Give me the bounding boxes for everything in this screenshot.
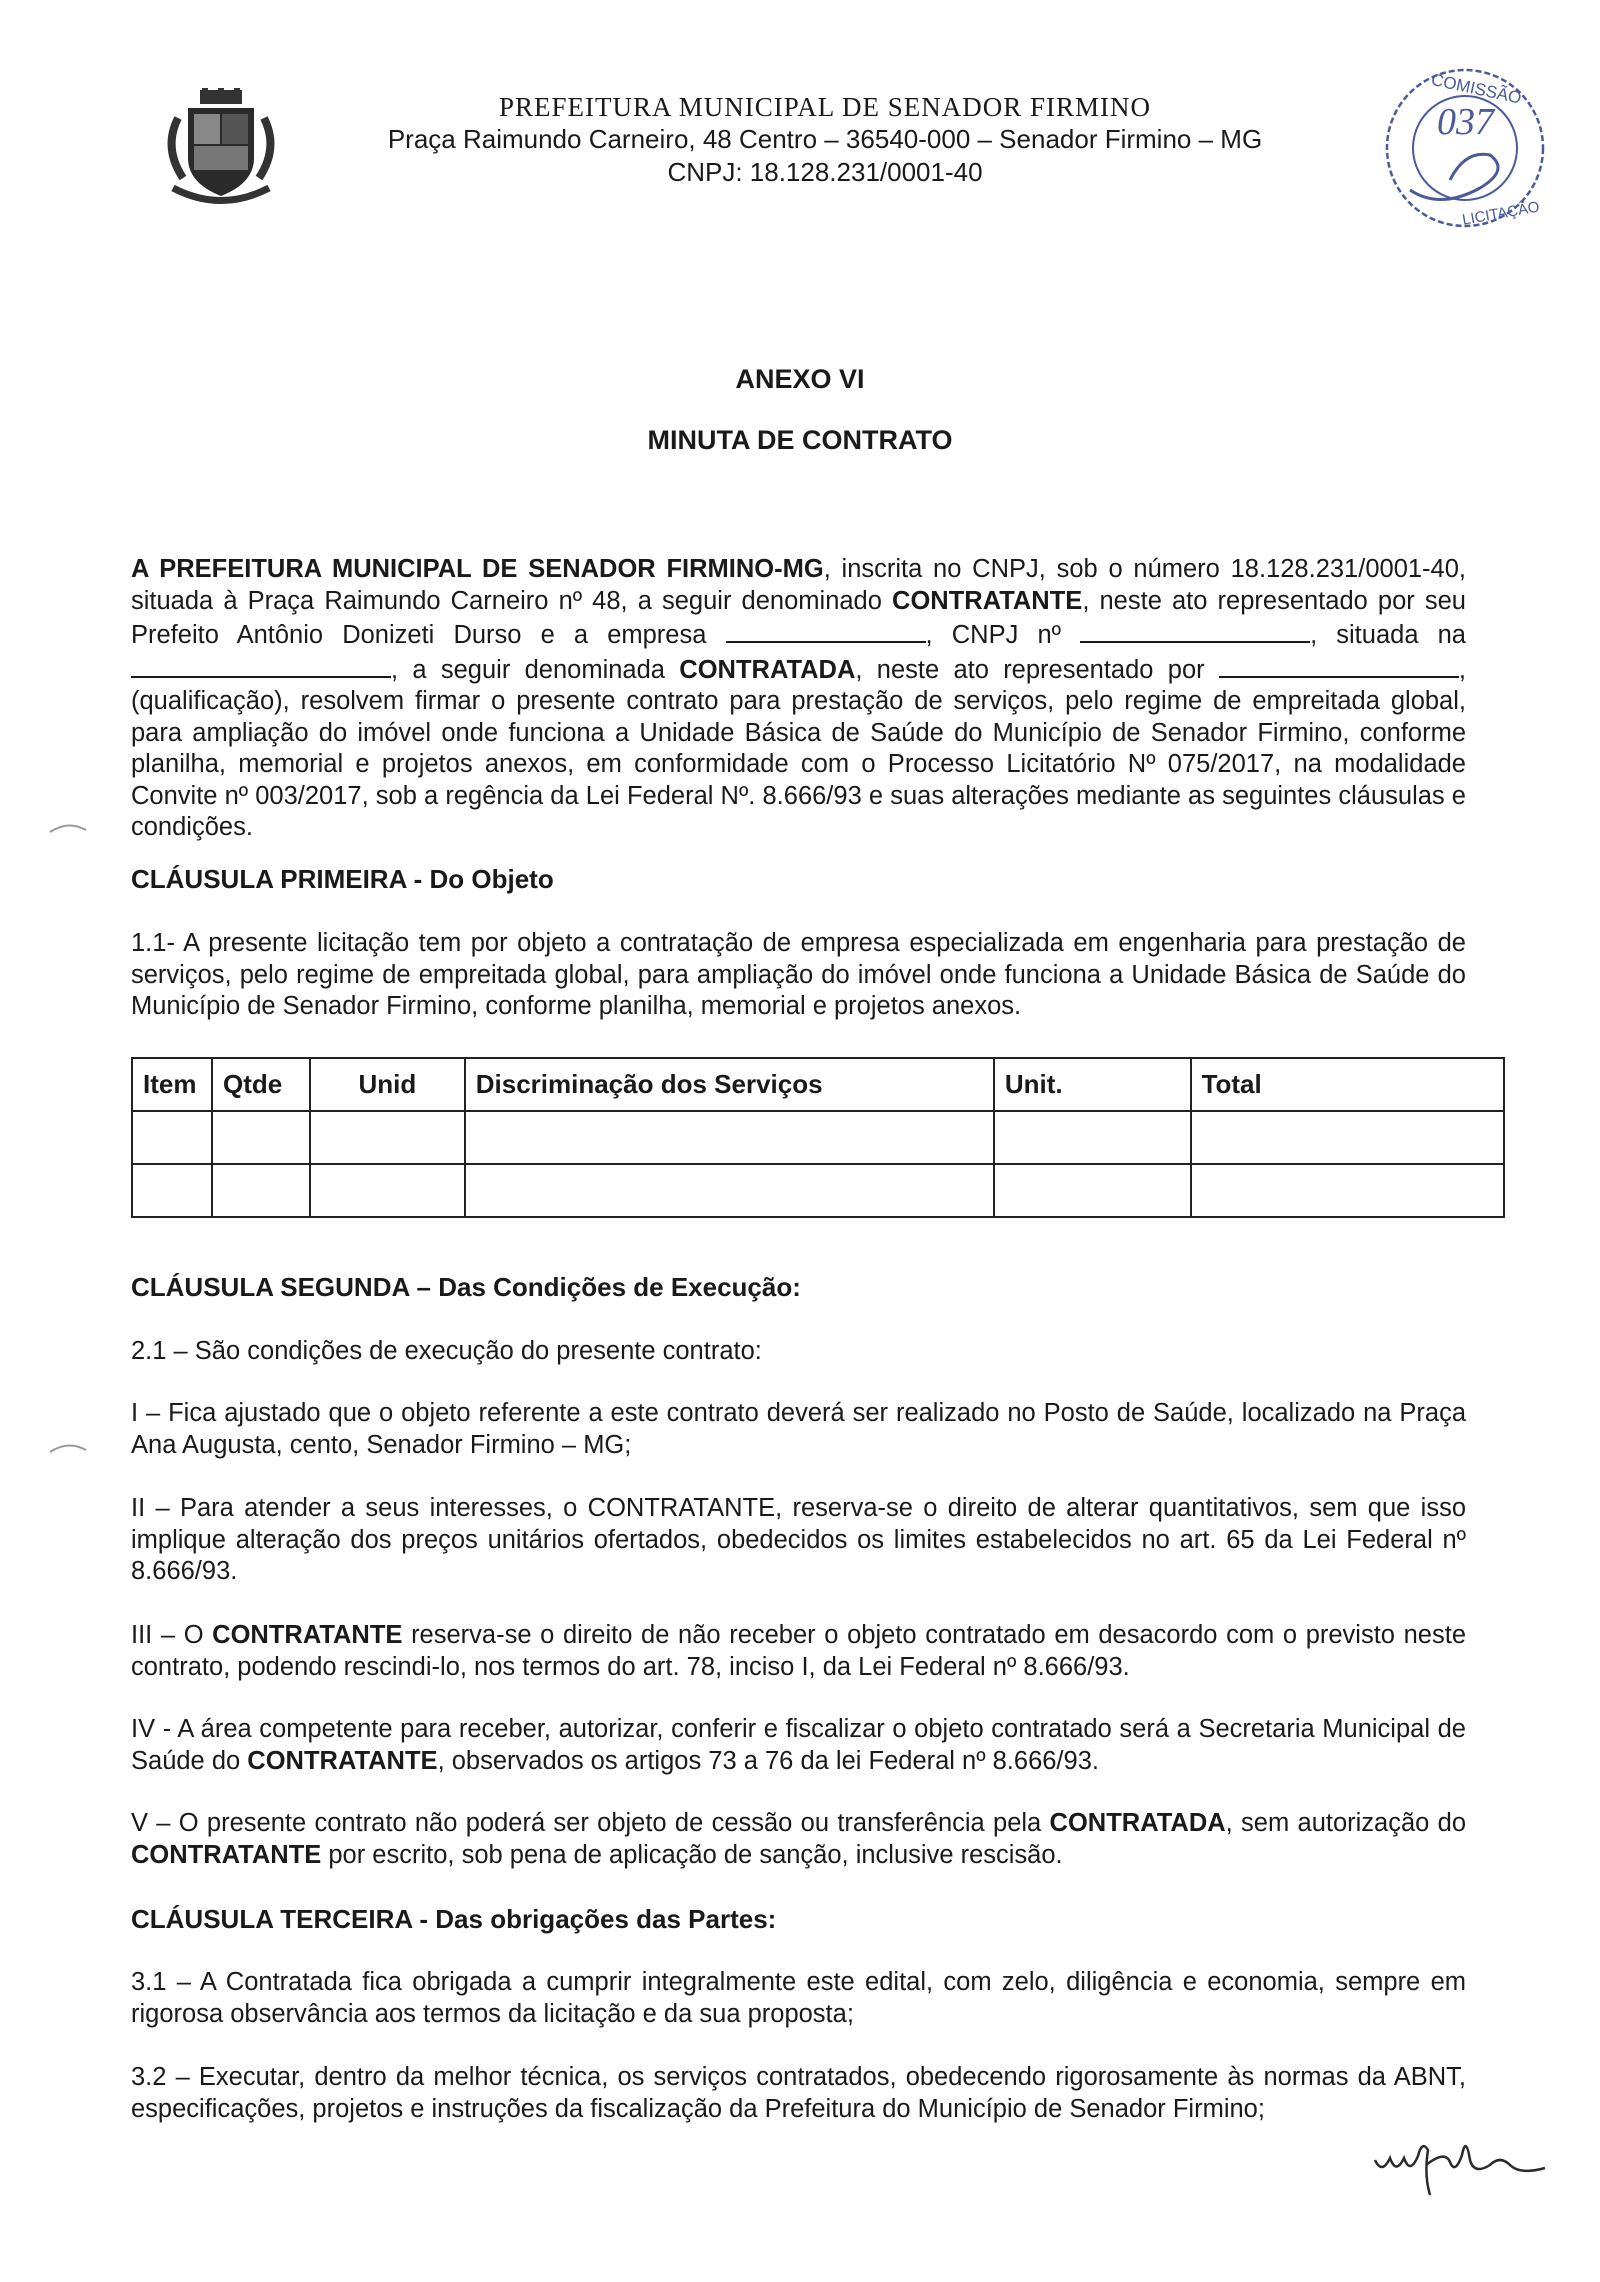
address-blank	[131, 652, 391, 678]
clause-3-heading: CLÁUSULA TERCEIRA - Das obrigações das Partes:	[131, 1904, 777, 1934]
signature-initials	[1370, 2120, 1570, 2200]
item-v-text-c: , sem autorização do	[1225, 1809, 1466, 1837]
col-discriminacao: Discriminação dos Serviços	[465, 1058, 994, 1111]
preamble-text-2: , neste ato representado por seu Prefeito Antônio Donizeti Durso e a empresa	[131, 586, 1466, 649]
coat-of-arms-icon	[158, 88, 284, 206]
clause-2-item-i: I – Fica ajustado que o objeto referente a este contrato deverá ser realizado no Posto de Saúde, localizado na Praça Ana Augusta, cento, Senador Firmino – MG;	[131, 1399, 1466, 1459]
col-item: Item	[132, 1058, 212, 1111]
item-iv-text-a: IV - A área competente para receber, autorizar, conferir e fiscalizar o objeto contratado será a Secretaria Municipal de Saúde do	[131, 1715, 1466, 1775]
stamp-number: 037	[1437, 101, 1494, 143]
item-iii-contratante: CONTRATANTE	[212, 1621, 403, 1649]
contractor-public-name: A PREFEITURA MUNICIPAL DE SENADOR FIRMINO-MG	[131, 555, 824, 583]
item-v-text-e: por escrito, sob pena de aplicação de sanção, inclusive rescisão.	[321, 1840, 1063, 1869]
preamble-paragraph	[131, 554, 1466, 844]
table-header-row	[132, 1058, 1504, 1111]
cnpj-blank	[1080, 617, 1310, 643]
item-iii-text-c: reserva-se o direito de não receber o objeto contratado em desacordo com o previsto neste contrato, podendo rescindi-lo, nos termos do art. 78, inciso I, da Lei Federal nº 8.666/93.	[131, 1621, 1466, 1681]
clause-2-heading: CLÁUSULA SEGUNDA – Das Condições de Execução:	[131, 1272, 801, 1302]
item-iii-text-a: III – O	[131, 1621, 213, 1649]
table-row	[132, 1111, 1504, 1164]
col-total: Total	[1191, 1058, 1504, 1111]
stamp-bottom-text: LICITAÇÃO	[1461, 198, 1541, 229]
item-v-text-a: V – O presente contrato não poderá ser objeto de cessão ou transferência pela	[131, 1809, 1050, 1837]
header-cnpj: CNPJ: 18.128.231/0001-40	[667, 157, 983, 187]
preamble-text-3: , CNPJ nº	[925, 621, 1081, 649]
clause-3-2: 3.2 – Executar, dentro da melhor técnica, os serviços contratados, obedecendo rigorosamente às normas da ABNT, especificações, projetos e instruções da fiscalização da Prefeitura do Município de Senador Firmino;	[131, 2063, 1466, 2123]
services-table	[131, 1057, 1505, 1218]
preamble-text-1: , inscrita no CNPJ, sob o número 18.128.231/0001-40, situada à Praça Raimundo Carneiro nº 48, a seguir denominado	[131, 555, 1466, 615]
company-blank	[726, 617, 926, 643]
annex-title: ANEXO VI	[735, 364, 865, 394]
header-title: PREFEITURA MUNICIPAL DE SENADOR FIRMINO	[498, 92, 1152, 122]
margin-mark	[48, 1440, 88, 1454]
document-title: MINUTA DE CONTRATO	[647, 425, 953, 455]
clause-2-item-v	[131, 1808, 1466, 1871]
margin-mark	[48, 820, 88, 834]
clause-1-heading: CLÁUSULA PRIMEIRA - Do Objeto	[131, 864, 554, 894]
clause-3-1: 3.1 – A Contratada fica obrigada a cumprir integralmente este edital, com zelo, diligência e economia, sempre em rigorosa observância aos termos da licitação e da sua proposta;	[131, 1968, 1466, 2028]
preamble-text-7: , (qualificação), resolvem firmar o presente contrato para prestação de serviços, pelo regime de empreitada global, para ampliação do imóvel onde funciona a Unidade Básica de Saúde do Município de Senador Firmino, conforme planilha, memorial e projetos anexos, em conformidade com o Processo Licitatório Nº 075/2017, na modalidade Convite nº 003/2017, sob a regência da Lei Federal Nº. 8.666/93 e suas alterações mediante as seguintes cláusulas e condições.	[131, 655, 1467, 841]
clause-2-1: 2.1 – São condições de execução do presente contrato:	[131, 1337, 762, 1365]
preamble-text-4: , situada na	[1310, 621, 1466, 649]
clause-1-paragraph: 1.1- A presente licitação tem por objeto a contratação de empresa especializada em engenharia para prestação de serviços, pelo regime de empreitada global, para ampliação do imóvel onde funciona a Unidade Básica de Saúde do Município de Senador Firmino, conforme planilha, memorial e projetos anexos.	[131, 929, 1466, 1020]
clause-2-item-iii	[131, 1620, 1466, 1683]
col-qtde: Qtde	[212, 1058, 310, 1111]
table-row	[132, 1164, 1504, 1217]
item-iv-contratante: CONTRATANTE	[247, 1746, 438, 1775]
preamble-text-6: , neste ato representado por	[855, 655, 1219, 684]
contratada-label: CONTRATADA	[679, 655, 856, 684]
item-v-contratada: CONTRATADA	[1049, 1809, 1226, 1837]
commission-stamp	[1370, 60, 1560, 230]
preamble-text-5: , a seguir denominada	[391, 655, 680, 684]
clause-2-item-iv	[131, 1714, 1466, 1777]
item-iv-text-c: , observados os artigos 73 a 76 da lei Federal nº 8.666/93.	[437, 1746, 1099, 1775]
col-unit: Unit.	[994, 1058, 1191, 1111]
stamp-top-text: COMISSÃO	[1429, 70, 1524, 108]
header-address: Praça Raimundo Carneiro, 48 Centro – 36540-000 – Senador Firmino – MG	[387, 124, 1263, 154]
clause-2-item-ii: II – Para atender a seus interesses, o CONTRATANTE, reserva-se o direito de alterar quantitativos, sem que isso implique alteração dos preços unitários ofertados, obedecidos os limites estabelecidos no art. 65 da Lei Federal nº 8.666/93.	[131, 1494, 1466, 1585]
contratante-label: CONTRATANTE	[892, 586, 1083, 615]
item-v-contratante: CONTRATANTE	[131, 1840, 322, 1869]
col-unid: Unid	[310, 1058, 465, 1111]
representative-blank	[1219, 652, 1459, 678]
